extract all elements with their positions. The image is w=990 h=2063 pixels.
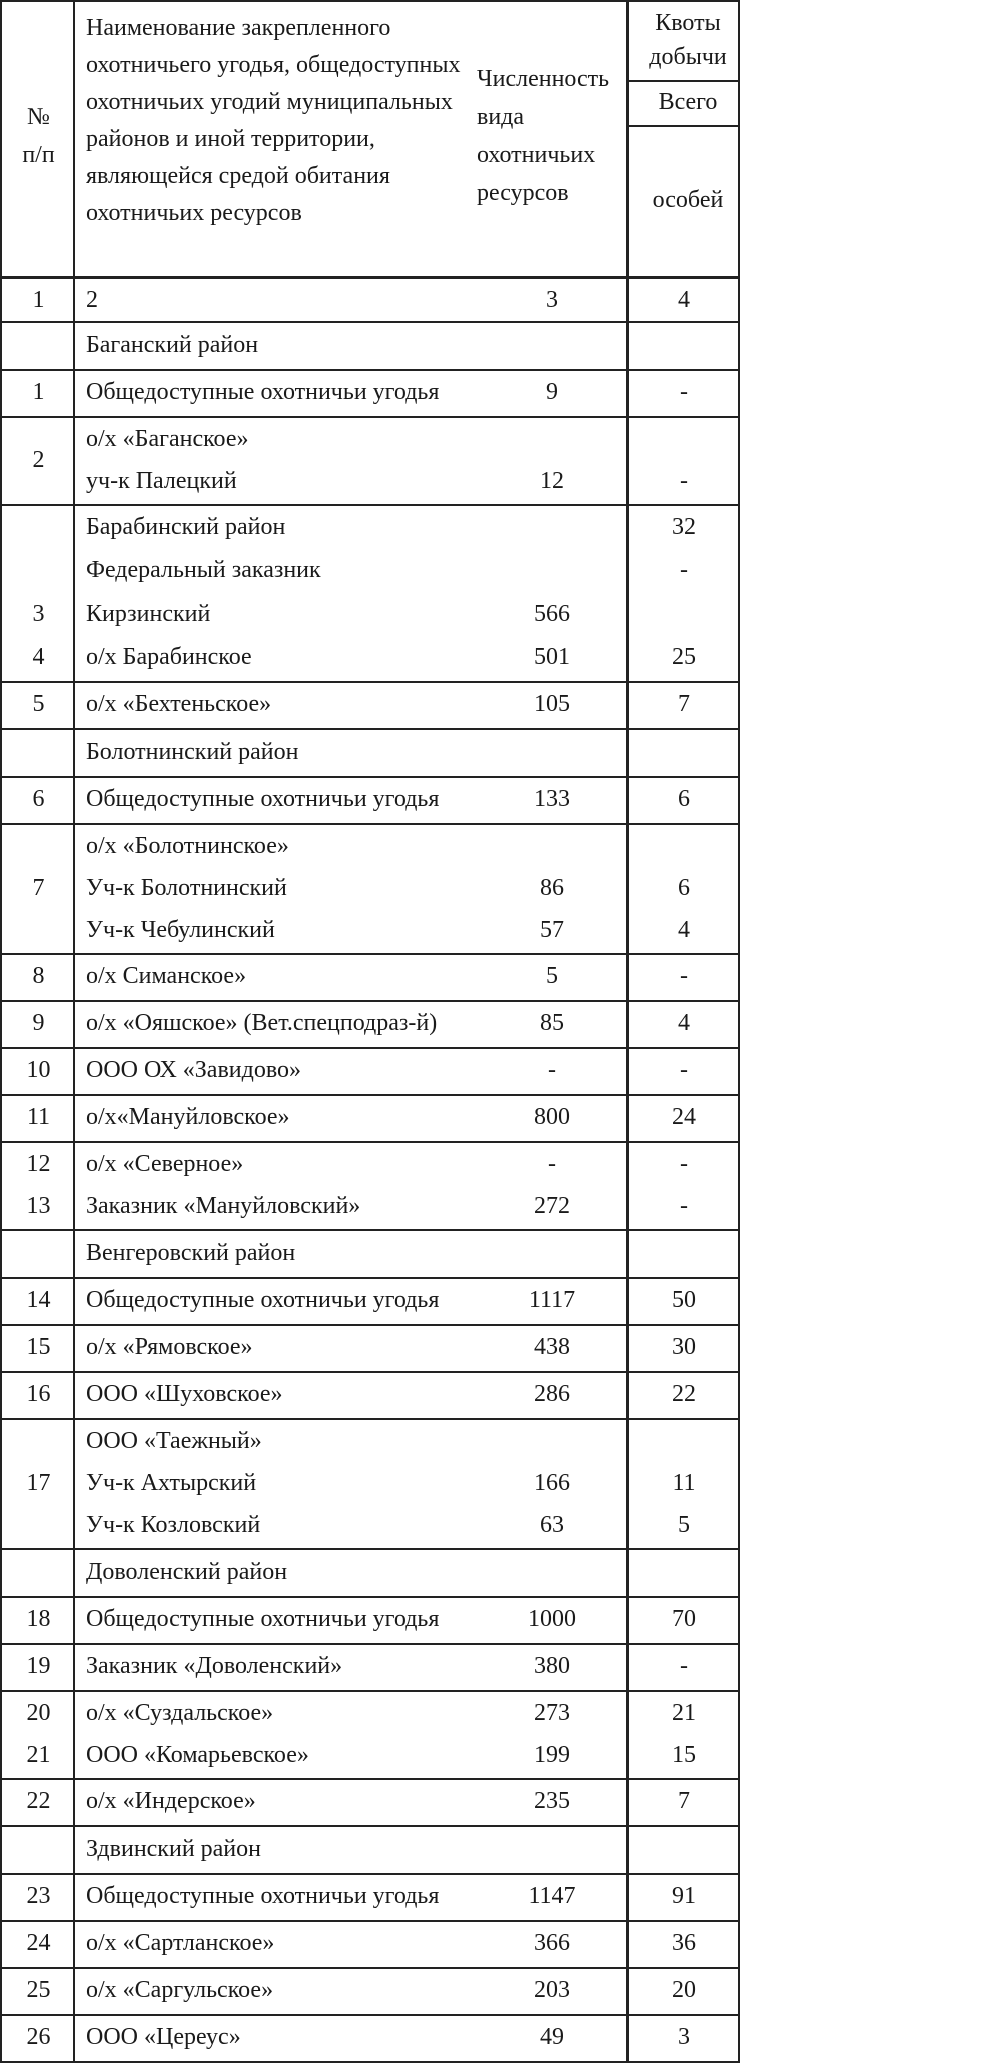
header-name: Наименование закрепленного охотничьего угодья, общедоступных охотничьих угодий муниципальных районов и иной территории, являющейся средой обитания охотничьих ресурсов — [86, 15, 461, 226]
row-quota: - — [680, 963, 688, 989]
row-name: Уч-к Козловский — [86, 1512, 261, 1538]
row-count: 133 — [534, 786, 570, 812]
row-quota: 7 — [678, 1788, 690, 1814]
row-count: 199 — [534, 1742, 570, 1768]
row-count: 1000 — [528, 1606, 576, 1632]
row-name: о/х «Рямовское» — [86, 1334, 253, 1360]
row-quota: 25 — [672, 643, 696, 670]
row-name: Федеральный заказник — [86, 557, 321, 584]
row-count: 57 — [540, 917, 564, 943]
row-number: 25 — [26, 1977, 51, 2003]
row-name: о/х «Сартланское» — [86, 1930, 275, 1956]
table-row — [2, 683, 740, 730]
row-name: о/х«Мануйловское» — [86, 1104, 290, 1130]
row-number: 15 — [26, 1334, 51, 1360]
row-quota: 36 — [672, 1930, 696, 1956]
row-count: 1147 — [528, 1883, 576, 1909]
row-number: 10 — [26, 1057, 51, 1083]
header-count: Численность вида охотничьих ресурсов — [477, 66, 610, 206]
row-name: уч-к Палецкий — [86, 468, 237, 494]
row-count: 166 — [534, 1470, 570, 1496]
table-row — [2, 371, 740, 418]
row-count: 85 — [540, 1010, 564, 1036]
row-count: 366 — [534, 1930, 570, 1956]
row-quota: 3 — [678, 2024, 690, 2050]
header-quota: Квоты добычи — [649, 10, 727, 70]
row-number: 16 — [26, 1381, 51, 1407]
row-name: Заказник «Доволенский» — [86, 1653, 343, 1679]
table-row — [2, 730, 740, 778]
table-row — [2, 825, 740, 955]
row-name: ООО «Комарьевское» — [86, 1742, 309, 1768]
row-count: 203 — [534, 1977, 570, 2003]
row-quota: 20 — [672, 1977, 696, 2003]
header-total: Всего — [658, 89, 718, 115]
row-number: 22 — [26, 1788, 51, 1814]
row-number: 2 — [32, 447, 45, 473]
row-count: 49 — [540, 2024, 564, 2050]
row-name: о/х «Северное» — [86, 1151, 244, 1177]
row-name: Заказник «Мануйловский» — [86, 1193, 361, 1219]
row-count: 86 — [540, 875, 564, 901]
table-row — [2, 1373, 740, 1420]
row-number: 24 — [26, 1930, 51, 1956]
row-number: 17 — [26, 1470, 51, 1496]
row-number: 8 — [32, 963, 45, 989]
row-name: ООО ОХ «Завидово» — [86, 1057, 302, 1083]
row-number: 21 — [26, 1742, 51, 1768]
table-row — [2, 506, 740, 683]
table-row — [2, 1420, 740, 1550]
row-quota: - — [680, 1653, 688, 1679]
row-count: 9 — [546, 379, 558, 405]
row-number: 13 — [26, 1193, 51, 1219]
row-number: 7 — [32, 875, 45, 901]
row-name: Общедоступные охотничьи угодья — [86, 379, 440, 405]
row-name: о/х Барабинское — [86, 643, 252, 670]
row-number: 26 — [26, 2024, 51, 2050]
row-name: ООО «Шуховское» — [86, 1381, 283, 1407]
row-quota: 11 — [672, 1470, 696, 1496]
table-row — [2, 1827, 740, 1875]
table-row — [2, 418, 740, 506]
header-divider — [628, 125, 740, 127]
table-row — [2, 1645, 740, 1692]
row-quota: - — [680, 1193, 688, 1219]
row-count: 12 — [540, 468, 564, 494]
table-row — [2, 1231, 740, 1279]
header-divider — [628, 80, 740, 82]
row-quota: 70 — [672, 1606, 696, 1632]
row-number: 3 — [32, 600, 45, 627]
row-name: Уч-к Чебулинский — [86, 917, 275, 943]
row-count: 272 — [534, 1193, 570, 1219]
row-name: о/х «Баганское» — [86, 426, 249, 452]
row-number: 18 — [26, 1606, 51, 1632]
row-quota: - — [680, 468, 688, 494]
row-count: 501 — [534, 643, 570, 670]
row-number: 20 — [26, 1700, 51, 1726]
row-number: 23 — [26, 1883, 51, 1909]
row-number: 4 — [32, 643, 45, 670]
row-name: о/х «Индерское» — [86, 1788, 256, 1814]
row-name: о/х «Суздальское» — [86, 1700, 274, 1726]
row-quota: 24 — [672, 1104, 696, 1130]
table-row — [2, 1692, 740, 1780]
table-body — [2, 323, 740, 2063]
table-row — [2, 1002, 740, 1049]
table-row — [2, 1279, 740, 1326]
row-name: Общедоступные охотничьи угодья — [86, 1287, 440, 1313]
row-count: - — [548, 1151, 556, 1177]
row-quota: 32 — [672, 514, 696, 540]
row-number: 14 — [26, 1287, 51, 1313]
row-name: о/х «Болотнинское» — [86, 833, 289, 859]
row-quota: 21 — [672, 1700, 696, 1726]
column-number: 3 — [546, 287, 558, 313]
table-row — [2, 1143, 740, 1231]
table-row — [2, 1049, 740, 1096]
row-name: Уч-к Ахтырский — [86, 1470, 257, 1496]
row-quota: 15 — [672, 1742, 696, 1768]
row-count: 5 — [546, 963, 558, 989]
table-row — [2, 1922, 740, 1969]
row-count: 380 — [534, 1653, 570, 1679]
row-number: 1 — [32, 379, 45, 405]
row-name: Уч-к Болотнинский — [86, 875, 287, 901]
row-quota: 91 — [672, 1883, 696, 1909]
row-name: Барабинский район — [86, 514, 286, 540]
row-quota: - — [680, 1151, 688, 1177]
row-number: 11 — [26, 1104, 51, 1130]
row-name: Доволенский район — [86, 1559, 288, 1585]
row-quota: - — [680, 1057, 688, 1083]
row-name: о/х Симанское» — [86, 963, 247, 989]
row-number: 19 — [26, 1653, 51, 1679]
row-name: о/х «Ояшское» (Вет.спецподраз-й) — [86, 1010, 438, 1036]
row-name: ООО «Таежный» — [86, 1428, 262, 1454]
table-row — [2, 1875, 740, 1922]
table-row — [2, 955, 740, 1002]
table-row — [2, 323, 740, 371]
row-number: 5 — [32, 691, 45, 717]
header-number: № п/п — [22, 104, 55, 168]
column-divider — [738, 0, 740, 2063]
row-name: Болотнинский район — [86, 739, 299, 765]
row-count: 63 — [540, 1512, 564, 1538]
row-quota: 50 — [672, 1287, 696, 1313]
row-count: 273 — [534, 1700, 570, 1726]
table-row — [2, 1550, 740, 1598]
row-quota: 7 — [678, 691, 690, 717]
row-quota: - — [680, 557, 688, 584]
row-name: Кирзинский — [86, 600, 211, 627]
row-count: 800 — [534, 1104, 570, 1130]
row-name: о/х «Саргульское» — [86, 1977, 274, 2003]
table-row — [2, 1096, 740, 1143]
row-quota: 30 — [672, 1334, 696, 1360]
table-row — [2, 1780, 740, 1827]
row-count: 1117 — [528, 1287, 576, 1313]
column-number: 2 — [86, 287, 98, 313]
column-number: 1 — [32, 287, 45, 313]
table-row — [2, 1969, 740, 2016]
table-row — [2, 778, 740, 825]
row-count: - — [548, 1057, 556, 1083]
row-name: Общедоступные охотничьи угодья — [86, 786, 440, 812]
row-count: 235 — [534, 1788, 570, 1814]
row-name: о/х «Бехтеньское» — [86, 691, 272, 717]
row-name: Общедоступные охотничьи угодья — [86, 1883, 440, 1909]
table-header — [2, 0, 740, 279]
row-quota: 5 — [678, 1512, 690, 1538]
row-number: 12 — [26, 1151, 51, 1177]
row-count: 286 — [534, 1381, 570, 1407]
row-name: Венгеровский район — [86, 1240, 296, 1266]
column-numbers-row — [2, 279, 740, 323]
row-quota: 22 — [672, 1381, 696, 1407]
row-quota: 6 — [678, 875, 690, 901]
row-name: Баганский район — [86, 332, 259, 358]
row-number: 6 — [32, 786, 45, 812]
row-quota: 6 — [678, 786, 690, 812]
column-number: 4 — [678, 287, 690, 313]
column-divider — [73, 0, 75, 2063]
table-row — [2, 1598, 740, 1645]
row-number: 9 — [32, 1010, 45, 1036]
row-name: ООО «Цереус» — [86, 2024, 241, 2050]
row-name: Общедоступные охотничьи угодья — [86, 1606, 440, 1632]
table-row — [2, 2016, 740, 2063]
column-divider — [626, 0, 629, 2063]
row-name: Здвинский район — [86, 1836, 261, 1862]
row-count: 438 — [534, 1334, 570, 1360]
header-unit: особей — [652, 187, 724, 213]
row-quota: 4 — [678, 917, 690, 943]
row-quota: 4 — [678, 1010, 690, 1036]
row-quota: - — [680, 379, 688, 405]
table-row — [2, 1326, 740, 1373]
row-count: 105 — [534, 691, 570, 717]
row-count: 566 — [534, 600, 570, 627]
